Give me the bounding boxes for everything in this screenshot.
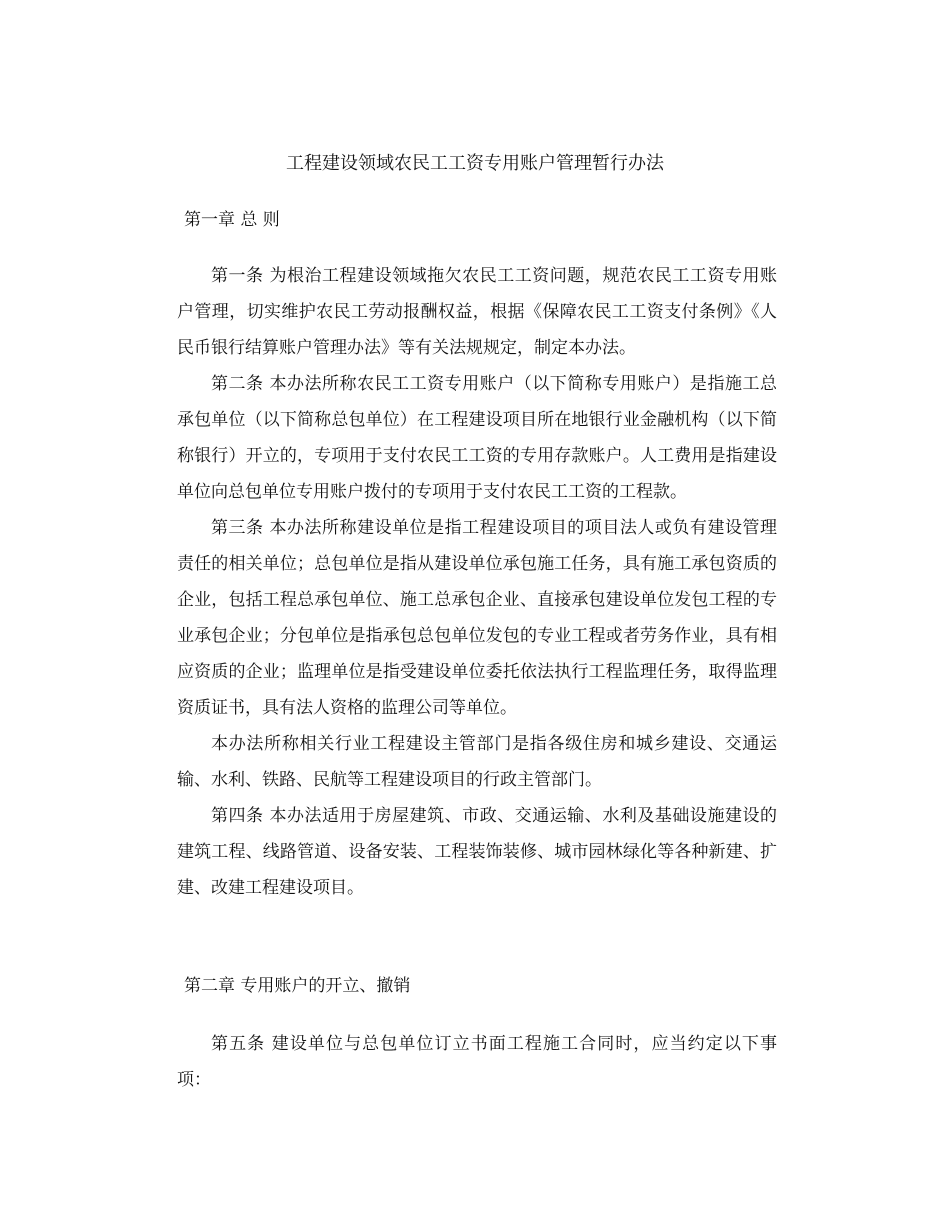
authority-definition-paragraph: 本办法所称相关行业工程建设主管部门是指各级住房和城乡建设、交通运输、水利、铁路、民航等工程建设项目的行政主管部门。	[177, 734, 777, 790]
article-4-paragraph: 第四条 本办法适用于房屋建筑、市政、交通运输、水利及基础设施建设的建筑工程、线路管道、设备安装、工程装饰装修、城市园林绿化等各种新建、扩建、改建工程建设项目。	[177, 806, 777, 898]
chapter-1-body	[177, 258, 777, 906]
chapter-heading-2: 第二章 专用账户的开立、撤销	[184, 976, 411, 996]
chapter-2-body	[177, 1026, 777, 1098]
article-2-paragraph: 第二条 本办法所称农民工工资专用账户（以下简称专用账户）是指施工总承包单位（以下简称总包单位）在工程建设项目所在地银行业金融机构（以下简称银行）开立的，专项用于支付农民工工资的专用存款账户。人工费用是指建设单位向总包单位专用账户拨付的专项用于支付农民工工资的工程款。	[177, 374, 777, 502]
chapter-heading-1: 第一章 总 则	[184, 210, 280, 230]
article-1-paragraph: 第一条 为根治工程建设领域拖欠农民工工资问题，规范农民工工资专用账户管理，切实维护农民工劳动报酬权益，根据《保障农民工工资支付条例》《人民币银行结算账户管理办法》等有关法规规定，制定本办法。	[177, 266, 777, 358]
article-3-paragraph: 第三条 本办法所称建设单位是指工程建设项目的项目法人或负有建设管理责任的相关单位；总包单位是指从建设单位承包施工任务，具有施工承包资质的企业，包括工程总承包单位、施工总承包企业、直接承包建设单位发包工程的专业承包企业；分包单位是指承包总包单位发包的专业工程或者劳务作业，具有相应资质的企业；监理单位是指受建设单位委托依法执行工程监理任务，取得监理资质证书，具有法人资格的监理公司等单位。	[177, 518, 777, 718]
article-5-paragraph: 第五条 建设单位与总包单位订立书面工程施工合同时，应当约定以下事项：	[177, 1034, 777, 1090]
document-title: 工程建设领域农民工工资专用账户管理暂行办法	[286, 153, 664, 174]
